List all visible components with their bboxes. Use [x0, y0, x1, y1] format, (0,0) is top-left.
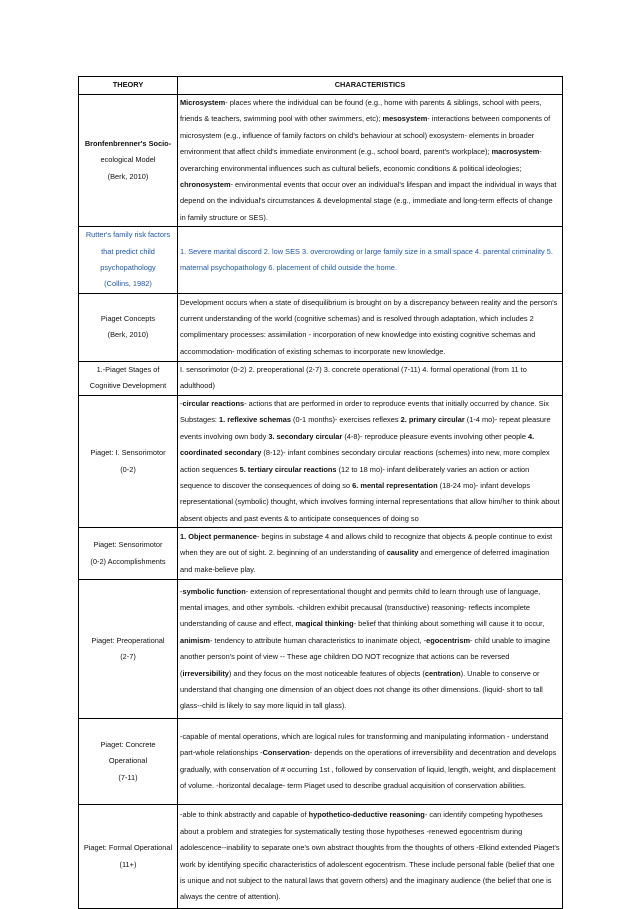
theory-line: Piaget: Concrete Operational — [100, 740, 156, 766]
text-run: - interactions between components of microsystem (e.g., influence of family factors on child's behaviour at school) exosystem- elements in broader environment that affect child's immediate environment (e.g., school board, parent's workplace); — [180, 114, 551, 157]
text-run: - tendency to attribute human characteristics to inanimate object, - — [210, 635, 427, 645]
table-row — [79, 227, 563, 294]
text-run: ). Unable to conserve or understand that changing one dimension of an object does not change its other dimensions. (liquid- short to tall glass--child is likely to say more liquid in tall glass). — [180, 668, 543, 711]
theory-line: (Berk, 2010) — [107, 171, 149, 181]
theory-line: (Berk, 2010) — [107, 330, 149, 340]
bold-term: causality — [386, 548, 419, 558]
characteristics-cell — [178, 805, 563, 909]
bold-term: mesosystem — [382, 114, 428, 124]
table-row — [79, 528, 563, 580]
characteristics-cell — [178, 395, 563, 527]
theory-cell — [79, 227, 178, 294]
text-run: - overarching environmental influences such as cultural beliefs, economic conditions & political ideologies; — [180, 147, 542, 173]
theory-line: Piaget: Formal Operational — [83, 843, 173, 853]
bold-term: 1. Object permanence — [180, 532, 257, 542]
bold-term: animism — [180, 635, 210, 645]
bold-term: macrosystem — [491, 147, 540, 157]
table-row — [79, 95, 563, 227]
theory-line: (0-2) Accomplishments — [90, 556, 166, 566]
theory-line: Cognitive Development — [89, 381, 167, 391]
characteristics-cell — [178, 95, 563, 227]
table-row — [79, 719, 563, 805]
bold-term: 6. mental representation — [352, 480, 438, 490]
table-row — [79, 395, 563, 527]
theory-line: Rutter's family risk factors — [85, 230, 171, 240]
text-run: - depends on the operations of irreversibility and decentration and develops gradually, with conservation of # occurring 1st , followed by conservation of liquid, length, weight, and displacement of volume. -horizontal decalage- term Piaget used to describe gradual acquisition of conservation abilities. — [180, 748, 557, 791]
theory-cell — [79, 580, 178, 719]
characteristics-cell — [178, 227, 563, 294]
text-run: - belief that thinking about something will cause it to occur, — [353, 619, 545, 629]
text-run: (4-8)- reproduce pleasure events involving other people — [342, 431, 528, 441]
theory-line: ecological Model — [100, 155, 156, 165]
text-run: - environmental events that occur over an individual's lifespan and impact the individual in ways that depend on the individual's circumstances & developmental stage (e.g., immediate and long-term effects of change in family structure or SES). — [180, 180, 557, 222]
characteristics-cell — [178, 293, 563, 361]
theory-cell — [79, 293, 178, 361]
text-run: -able to think abstractly and capable of — [180, 810, 309, 820]
bold-term: chronosystem — [180, 180, 231, 190]
bold-term: centration — [424, 668, 461, 678]
bold-term: Microsystem — [180, 98, 226, 107]
theory-cell — [79, 361, 178, 395]
header-row — [79, 77, 563, 95]
characteristics-cell — [178, 719, 563, 805]
bold-term: Conservation — [262, 748, 310, 758]
theory-line: (Collins, 1982) — [104, 279, 152, 289]
bold-term: 3. secondary circular — [268, 431, 343, 441]
theory-line: Piaget Concepts — [100, 313, 156, 323]
theory-table — [78, 76, 563, 909]
text-run: -capable of mental operations, which are logical rules for transforming and manipulating information - understand part-whole relationships - — [180, 731, 549, 758]
text-run: (1-4 mo)- repeat pleasure events involving own body — [180, 415, 551, 441]
theory-line: Piaget: Sensorimotor — [93, 540, 163, 550]
text-run: - — [180, 398, 183, 408]
bold-term: magical thinking — [295, 619, 354, 629]
text-run: - places where the individual can be found (e.g., home with parents & siblings, school with peers, friends & teachers, swimming pool with other swimmers, etc); — [180, 98, 542, 124]
bold-term: hypothetico-deductive reasoning — [308, 810, 425, 820]
text-run: Development occurs when a state of disequilibrium is brought on by a discrepancy between reality and the person's current understanding of the world (cognitive schemas) and is resolved through adaptation, which includes 2 complimentary processes: assimilation - incorporation of new knowledge into existing cognitive schemas and accommodation- modification of existing schemas to incorporate new knowledge. — [180, 297, 558, 356]
theory-cell — [79, 719, 178, 805]
bold-term: 4. coordinated secondary — [180, 431, 535, 458]
table-row — [79, 293, 563, 361]
theory-line: (7-11) — [118, 772, 138, 782]
theory-line: (0-2) — [120, 464, 136, 474]
theory-column-header: THEORY — [79, 77, 178, 95]
theory-line: 1.-Piaget Stages of — [96, 364, 160, 374]
bold-term: 2. primary circular — [400, 415, 465, 425]
text-run: and emergence of deferred imagination and make-believe play. — [180, 548, 550, 574]
bold-term: egocentrism — [426, 635, 471, 645]
text-run: (0-1 months)- exercises reflexes — [290, 415, 401, 425]
table-row — [79, 361, 563, 395]
bold-term: 1. reflexive schemas — [219, 415, 291, 425]
text-run: - extension of representational thought and permits child to learn through use of language, mental images, and other symbols. -children exhibit precausal (transductive) reasoning- reflects incomplete understanding of cause and effect, — [180, 586, 541, 629]
text-run: 1. Severe marital discord 2. low SES 3. overcrowding or large family size in a small space 4. parental criminality 5. maternal psychopathology 6. placement of child outside the home. — [180, 246, 553, 273]
bold-term: symbolic function — [182, 586, 246, 596]
text-run: - can identify competing hypotheses about a problem and strategies for systematically testing those hypotheses -renewed egocentrism during adolescence--inability to separate one's own abstract thoughts from the thoughts of others -Elkind extended Piaget's work by identifying specific characteristics of adolescent egocentrism. These include personal fable (belief that one is unique and not subject to the natural laws that govern others) and the imaginary audience (the belief that one is always the centre of attention). — [180, 810, 560, 902]
theory-line: (11+) — [119, 859, 137, 869]
theory-line: that predict child — [101, 246, 155, 256]
characteristics-cell — [178, 580, 563, 719]
text-run: (12 to 18 mo)- infant deliberately varies an action or action sequence to discover the consequences of doing so — [180, 464, 530, 490]
text-run: (8-12)- infant combines secondary circular reactions (schemes) into new, more complex action sequences — [180, 448, 550, 474]
table-row — [79, 805, 563, 909]
text-run: - actions that are performed in order to reproduce events that initially occurred by chance. Six Substages: — [180, 398, 549, 425]
text-run: - begins in substage 4 and allows child to recognize that objects & people continue to exist when they are out of sight. 2. beginning of an understanding of — [180, 532, 553, 558]
bold-term: circular reactions — [182, 398, 245, 408]
theory-line: Piaget: Preoperational — [91, 635, 165, 645]
text-run: - child unable to imagine another person's point of view -- These age children DO NOT recognize that actions can be reversed ( — [180, 635, 551, 678]
theory-line: Piaget: I. Sensorimotor — [90, 448, 166, 458]
theory-cell — [79, 95, 178, 227]
bold-term: 5. tertiary circular reactions — [239, 464, 337, 474]
theory-line: psychopathology — [100, 263, 156, 273]
theory-cell — [79, 805, 178, 909]
table-row — [79, 580, 563, 719]
characteristics-cell — [178, 528, 563, 580]
text-run: (18-24 mo)- infant develops representational (symbolic) thought, which involves forming internal representations that allow him/her to think about absent objects and past events & to anticipate consequences of doing so — [180, 480, 560, 523]
theory-cell — [79, 395, 178, 527]
text-run: ) and they focus on the most noticeable features of objects ( — [228, 668, 425, 678]
theory-line: Bronfenbrenner's Socio- — [84, 139, 172, 149]
text-run: I. sensorimotor (0-2) 2. preoperational (2-7) 3. concrete operational (7-11) 4. formal operational (from 11 to adulthood) — [180, 364, 527, 391]
characteristics-cell — [178, 361, 563, 395]
text-run: - — [180, 586, 183, 596]
theory-cell — [79, 528, 178, 580]
bold-term: irreversibility — [182, 668, 229, 678]
theory-line: (2-7) — [120, 652, 136, 662]
characteristics-column-header: CHARACTERISTICS — [178, 77, 563, 95]
